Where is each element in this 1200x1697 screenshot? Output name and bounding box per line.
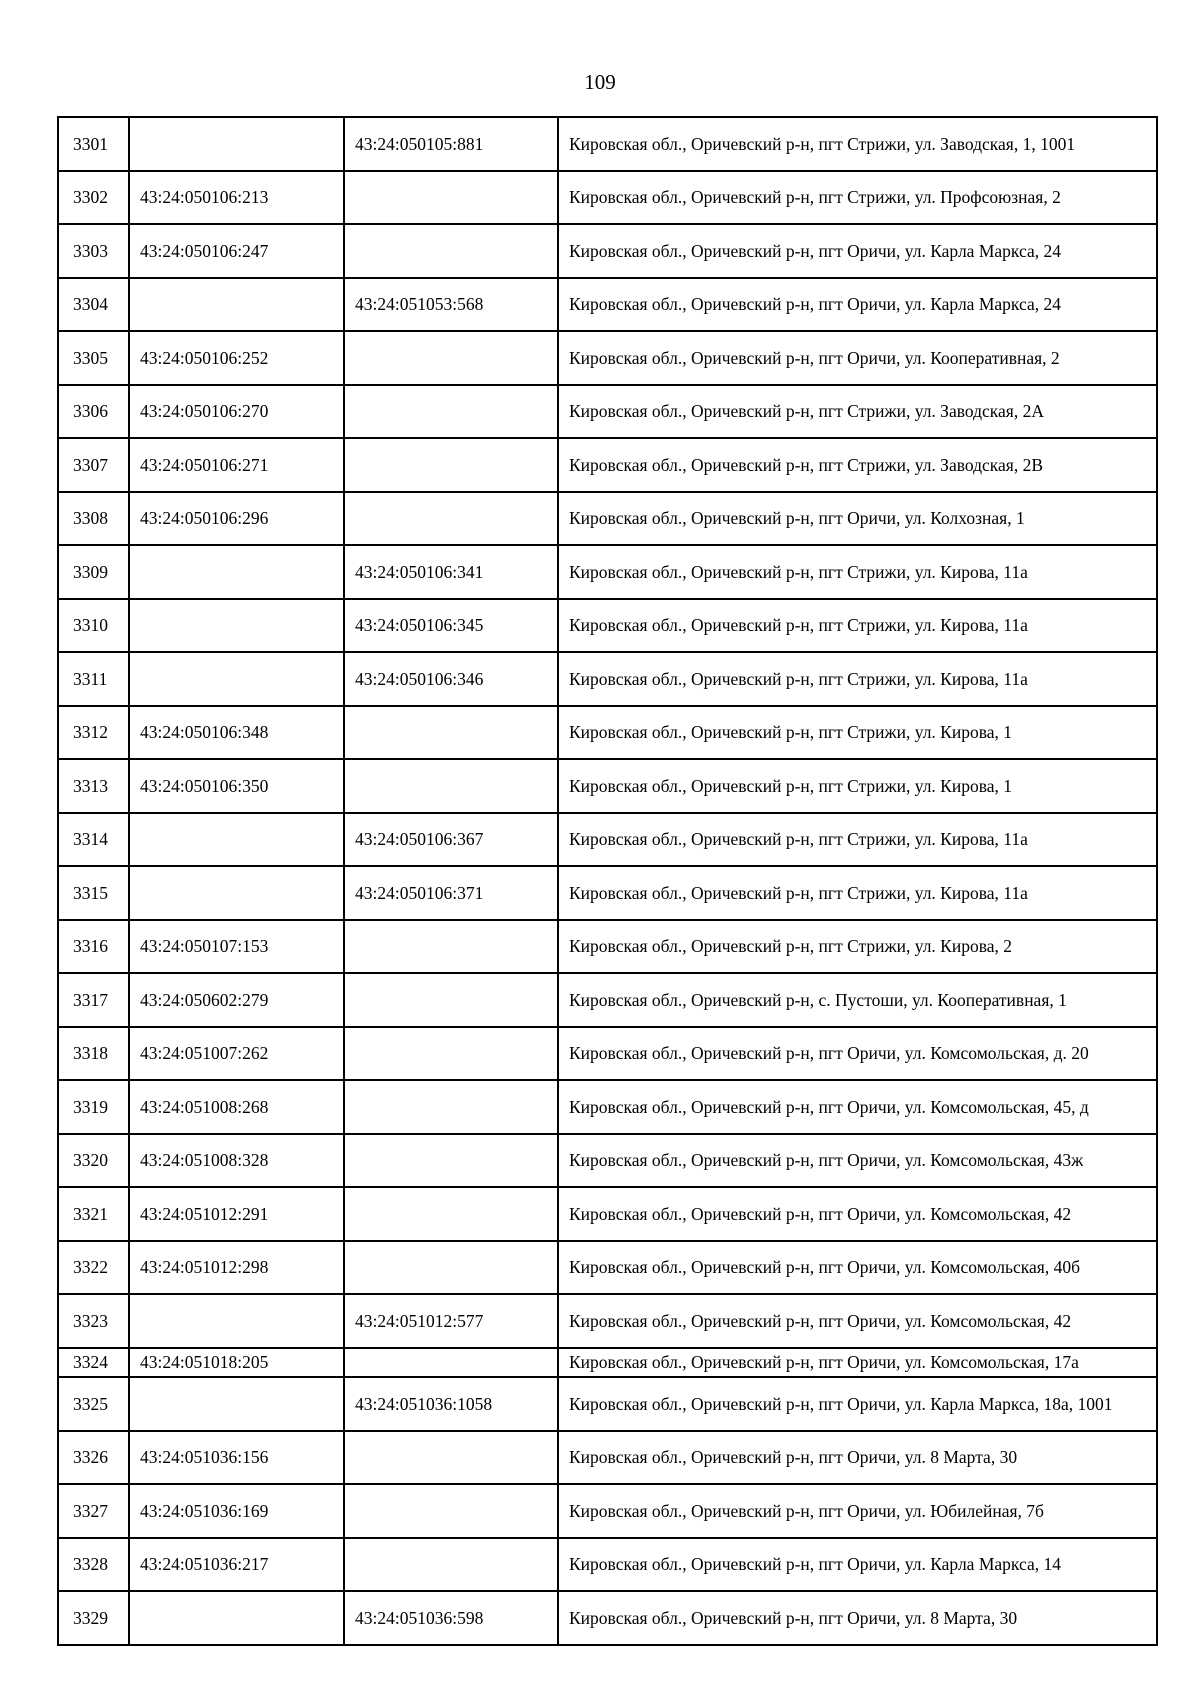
row-number-cell: 3316	[58, 920, 129, 974]
building-cadastral-number-cell	[344, 1241, 558, 1295]
row-number-cell: 3320	[58, 1134, 129, 1188]
cadastral-number-cell	[129, 1294, 344, 1348]
table-row	[58, 545, 1157, 599]
row-number-cell: 3315	[58, 866, 129, 920]
address-cell: Кировская обл., Оричевский р-н, пгт Стрижи, ул. Профсоюзная, 2	[558, 171, 1157, 225]
cadastral-number-cell: 43:24:051007:262	[129, 1027, 344, 1081]
row-number-cell: 3301	[58, 117, 129, 171]
row-number-cell: 3322	[58, 1241, 129, 1295]
table-row	[58, 920, 1157, 974]
address-cell: Кировская обл., Оричевский р-н, пгт Оричи, ул. Комсомольская, 40б	[558, 1241, 1157, 1295]
cadastral-number-cell	[129, 813, 344, 867]
table-row	[58, 1294, 1157, 1348]
cadastral-number-cell	[129, 599, 344, 653]
table-row	[58, 492, 1157, 546]
cadastral-number-cell: 43:24:050106:350	[129, 759, 344, 813]
row-number-cell: 3305	[58, 331, 129, 385]
page-number: 109	[584, 70, 616, 94]
cadastral-number-cell: 43:24:051008:268	[129, 1080, 344, 1134]
address-cell: Кировская обл., Оричевский р-н, пгт Стрижи, ул. Кирова, 11а	[558, 652, 1157, 706]
building-cadastral-number-cell	[344, 438, 558, 492]
cadastral-number-cell: 43:24:050106:252	[129, 331, 344, 385]
cadastral-number-cell: 43:24:050107:153	[129, 920, 344, 974]
building-cadastral-number-cell	[344, 385, 558, 439]
row-number-cell: 3326	[58, 1431, 129, 1485]
table-row	[58, 759, 1157, 813]
address-cell: Кировская обл., Оричевский р-н, пгт Оричи, ул. 8 Марта, 30	[558, 1591, 1157, 1645]
row-number-cell: 3318	[58, 1027, 129, 1081]
address-cell: Кировская обл., Оричевский р-н, пгт Оричи, ул. Кооперативная, 2	[558, 331, 1157, 385]
cadastral-number-cell	[129, 1591, 344, 1645]
table-row	[58, 813, 1157, 867]
table-row	[58, 1377, 1157, 1431]
row-number-cell: 3325	[58, 1377, 129, 1431]
cadastral-number-cell: 43:24:051036:156	[129, 1431, 344, 1485]
row-number-cell: 3321	[58, 1187, 129, 1241]
row-number-cell: 3327	[58, 1484, 129, 1538]
address-cell: Кировская обл., Оричевский р-н, пгт Оричи, ул. Юбилейная, 7б	[558, 1484, 1157, 1538]
building-cadastral-number-cell: 43:24:050105:881	[344, 117, 558, 171]
cadastral-number-cell: 43:24:051012:291	[129, 1187, 344, 1241]
table-row	[58, 1241, 1157, 1295]
address-cell: Кировская обл., Оричевский р-н, пгт Оричи, ул. Комсомольская, 45, д	[558, 1080, 1157, 1134]
cadastral-number-cell: 43:24:050106:348	[129, 706, 344, 760]
table-row	[58, 1591, 1157, 1645]
building-cadastral-number-cell	[344, 1484, 558, 1538]
table-row	[58, 331, 1157, 385]
row-number-cell: 3317	[58, 973, 129, 1027]
building-cadastral-number-cell: 43:24:050106:345	[344, 599, 558, 653]
address-cell: Кировская обл., Оричевский р-н, пгт Оричи, ул. 8 Марта, 30	[558, 1431, 1157, 1485]
cadastral-number-cell	[129, 278, 344, 332]
cadastral-number-cell: 43:24:050106:296	[129, 492, 344, 546]
table-row	[58, 278, 1157, 332]
row-number-cell: 3313	[58, 759, 129, 813]
address-cell: Кировская обл., Оричевский р-н, пгт Оричи, ул. Карла Маркса, 24	[558, 224, 1157, 278]
row-number-cell: 3323	[58, 1294, 129, 1348]
building-cadastral-number-cell: 43:24:051053:568	[344, 278, 558, 332]
building-cadastral-number-cell	[344, 492, 558, 546]
table-row	[58, 385, 1157, 439]
address-cell: Кировская обл., Оричевский р-н, пгт Оричи, ул. Комсомольская, 42	[558, 1294, 1157, 1348]
address-cell: Кировская обл., Оричевский р-н, пгт Стрижи, ул. Кирова, 11а	[558, 545, 1157, 599]
row-number-cell: 3307	[58, 438, 129, 492]
row-number-cell: 3311	[58, 652, 129, 706]
cadastral-number-cell: 43:24:051008:328	[129, 1134, 344, 1188]
table-row	[58, 652, 1157, 706]
building-cadastral-number-cell	[344, 171, 558, 225]
table-row	[58, 599, 1157, 653]
address-cell: Кировская обл., Оричевский р-н, пгт Стрижи, ул. Заводская, 2В	[558, 438, 1157, 492]
cadastral-number-cell: 43:24:050106:247	[129, 224, 344, 278]
address-cell: Кировская обл., Оричевский р-н, пгт Оричи, ул. Комсомольская, 17а	[558, 1348, 1157, 1377]
table-row	[58, 224, 1157, 278]
address-cell: Кировская обл., Оричевский р-н, пгт Оричи, ул. Колхозная, 1	[558, 492, 1157, 546]
cadastral-number-cell	[129, 866, 344, 920]
row-number-cell: 3308	[58, 492, 129, 546]
table-row	[58, 171, 1157, 225]
cadastral-number-cell: 43:24:051018:205	[129, 1348, 344, 1377]
table-row	[58, 1348, 1157, 1377]
building-cadastral-number-cell	[344, 1348, 558, 1377]
row-number-cell: 3302	[58, 171, 129, 225]
address-cell: Кировская обл., Оричевский р-н, пгт Оричи, ул. Комсомольская, 42	[558, 1187, 1157, 1241]
building-cadastral-number-cell: 43:24:051036:1058	[344, 1377, 558, 1431]
cadastral-number-cell: 43:24:051036:217	[129, 1538, 344, 1592]
cadastral-number-cell: 43:24:050106:271	[129, 438, 344, 492]
row-number-cell: 3328	[58, 1538, 129, 1592]
address-cell: Кировская обл., Оричевский р-н, с. Пустоши, ул. Кооперативная, 1	[558, 973, 1157, 1027]
cadastral-number-cell	[129, 1377, 344, 1431]
cadastral-number-cell	[129, 117, 344, 171]
address-cell: Кировская обл., Оричевский р-н, пгт Стрижи, ул. Кирова, 1	[558, 706, 1157, 760]
table-row	[58, 1187, 1157, 1241]
building-cadastral-number-cell	[344, 1027, 558, 1081]
building-cadastral-number-cell	[344, 1080, 558, 1134]
property-table	[57, 116, 1158, 1646]
building-cadastral-number-cell: 43:24:050106:371	[344, 866, 558, 920]
building-cadastral-number-cell	[344, 973, 558, 1027]
row-number-cell: 3314	[58, 813, 129, 867]
address-cell: Кировская обл., Оричевский р-н, пгт Стрижи, ул. Кирова, 2	[558, 920, 1157, 974]
building-cadastral-number-cell: 43:24:050106:367	[344, 813, 558, 867]
building-cadastral-number-cell: 43:24:051036:598	[344, 1591, 558, 1645]
address-cell: Кировская обл., Оричевский р-н, пгт Оричи, ул. Карла Маркса, 24	[558, 278, 1157, 332]
row-number-cell: 3329	[58, 1591, 129, 1645]
table-row	[58, 1538, 1157, 1592]
table-row	[58, 706, 1157, 760]
address-cell: Кировская обл., Оричевский р-н, пгт Стрижи, ул. Кирова, 11а	[558, 813, 1157, 867]
address-cell: Кировская обл., Оричевский р-н, пгт Оричи, ул. Карла Маркса, 18а, 1001	[558, 1377, 1157, 1431]
table-row	[58, 1027, 1157, 1081]
building-cadastral-number-cell	[344, 224, 558, 278]
building-cadastral-number-cell: 43:24:050106:346	[344, 652, 558, 706]
table-body	[58, 117, 1157, 1645]
address-cell: Кировская обл., Оричевский р-н, пгт Оричи, ул. Комсомольская, д. 20	[558, 1027, 1157, 1081]
address-cell: Кировская обл., Оричевский р-н, пгт Стрижи, ул. Кирова, 1	[558, 759, 1157, 813]
building-cadastral-number-cell: 43:24:051012:577	[344, 1294, 558, 1348]
address-cell: Кировская обл., Оричевский р-н, пгт Стрижи, ул. Кирова, 11а	[558, 599, 1157, 653]
table-row	[58, 1134, 1157, 1188]
cadastral-number-cell: 43:24:050106:270	[129, 385, 344, 439]
table-row	[58, 1080, 1157, 1134]
row-number-cell: 3304	[58, 278, 129, 332]
table-row	[58, 866, 1157, 920]
cadastral-number-cell	[129, 545, 344, 599]
address-cell: Кировская обл., Оричевский р-н, пгт Оричи, ул. Комсомольская, 43ж	[558, 1134, 1157, 1188]
cadastral-number-cell: 43:24:051012:298	[129, 1241, 344, 1295]
address-cell: Кировская обл., Оричевский р-н, пгт Стрижи, ул. Заводская, 1, 1001	[558, 117, 1157, 171]
cadastral-number-cell: 43:24:051036:169	[129, 1484, 344, 1538]
building-cadastral-number-cell	[344, 1187, 558, 1241]
cadastral-number-cell	[129, 652, 344, 706]
building-cadastral-number-cell	[344, 1538, 558, 1592]
table-row	[58, 117, 1157, 171]
cadastral-number-cell: 43:24:050602:279	[129, 973, 344, 1027]
cadastral-number-cell: 43:24:050106:213	[129, 171, 344, 225]
building-cadastral-number-cell	[344, 1134, 558, 1188]
building-cadastral-number-cell	[344, 331, 558, 385]
table-row	[58, 1431, 1157, 1485]
row-number-cell: 3303	[58, 224, 129, 278]
building-cadastral-number-cell	[344, 706, 558, 760]
address-cell: Кировская обл., Оричевский р-н, пгт Оричи, ул. Карла Маркса, 14	[558, 1538, 1157, 1592]
table-row	[58, 1484, 1157, 1538]
row-number-cell: 3312	[58, 706, 129, 760]
building-cadastral-number-cell	[344, 920, 558, 974]
table-row	[58, 438, 1157, 492]
table-row	[58, 973, 1157, 1027]
building-cadastral-number-cell: 43:24:050106:341	[344, 545, 558, 599]
address-cell: Кировская обл., Оричевский р-н, пгт Стрижи, ул. Кирова, 11а	[558, 866, 1157, 920]
row-number-cell: 3306	[58, 385, 129, 439]
row-number-cell: 3324	[58, 1348, 129, 1377]
row-number-cell: 3309	[58, 545, 129, 599]
building-cadastral-number-cell	[344, 1431, 558, 1485]
address-cell: Кировская обл., Оричевский р-н, пгт Стрижи, ул. Заводская, 2А	[558, 385, 1157, 439]
row-number-cell: 3310	[58, 599, 129, 653]
row-number-cell: 3319	[58, 1080, 129, 1134]
building-cadastral-number-cell	[344, 759, 558, 813]
